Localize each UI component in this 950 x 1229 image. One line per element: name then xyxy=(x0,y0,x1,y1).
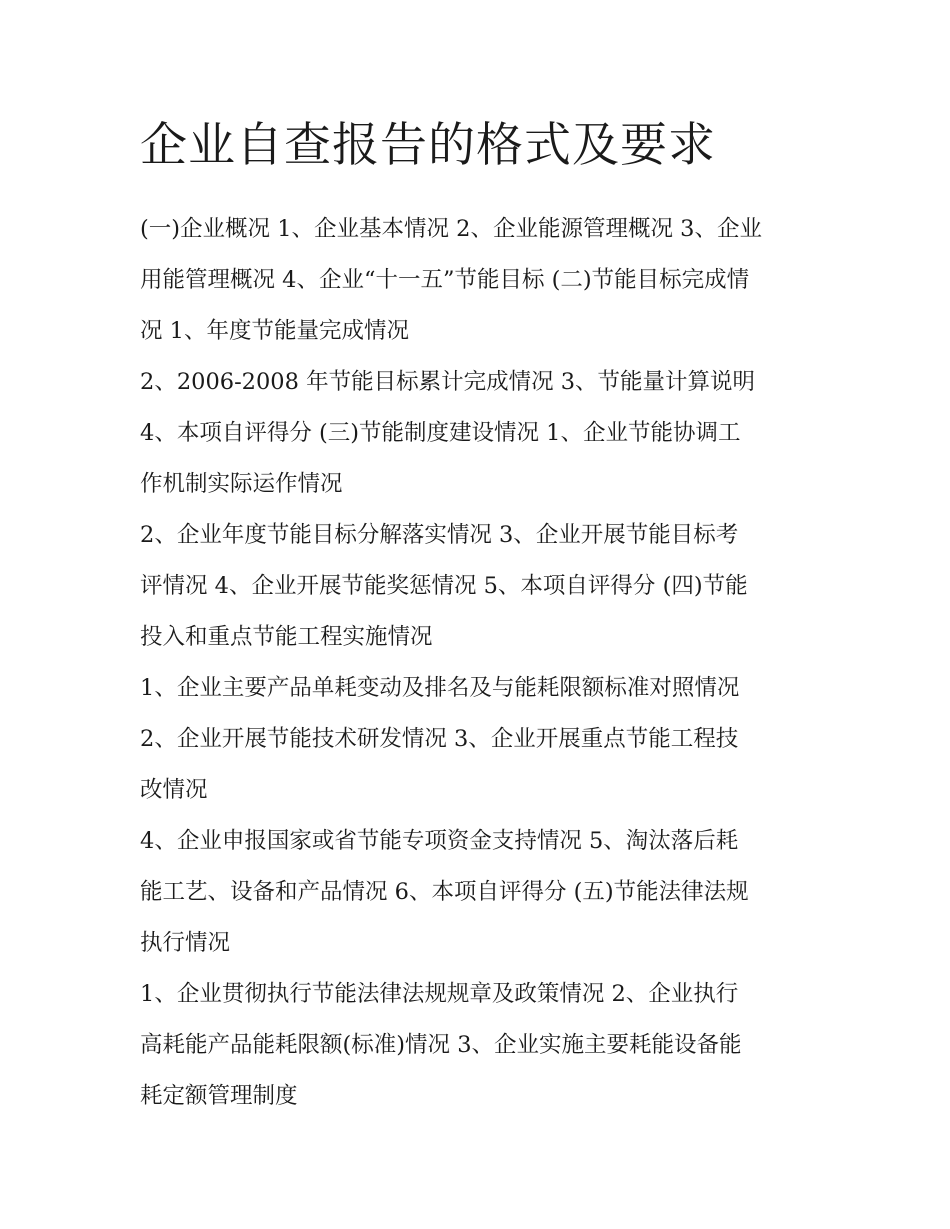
paragraph-system-construction xyxy=(140,408,820,510)
paragraph-technology-research xyxy=(140,714,820,816)
paragraph-special-funds xyxy=(140,816,820,969)
paragraph-cumulative-completion xyxy=(140,357,820,408)
text-line: 执行情况 xyxy=(140,930,231,956)
text-line: 2、企业年度节能目标分解落实情况 3、企业开展节能目标考 xyxy=(140,522,739,548)
document-title: 企业自查报告的格式及要求 xyxy=(140,118,716,173)
paragraph-target-decomposition xyxy=(140,510,820,663)
text-line: 4、本项自评得分 (三)节能制度建设情况 1、企业节能协调工 xyxy=(140,420,741,446)
text-line: 高耗能产品能耗限额(标准)情况 3、企业实施主要耗能设备能 xyxy=(140,1032,742,1058)
text-line: 改情况 xyxy=(140,777,208,803)
document-body xyxy=(140,204,820,1122)
paragraph-unit-consumption xyxy=(140,663,820,714)
paragraph-enterprise-overview xyxy=(140,204,820,357)
text-line: 评情况 4、企业开展节能奖惩情况 5、本项自评得分 (四)节能 xyxy=(140,573,748,599)
text-line: 作机制实际运作情况 xyxy=(140,471,343,497)
text-line: 能工艺、设备和产品情况 6、本项自评得分 (五)节能法律法规 xyxy=(140,879,749,905)
paragraph-laws-regulations xyxy=(140,969,820,1122)
text-line: (一)企业概况 1、企业基本情况 2、企业能源管理概况 3、企业 xyxy=(140,216,762,242)
text-line: 况 1、年度节能量完成情况 xyxy=(140,318,409,344)
text-line: 4、企业申报国家或省节能专项资金支持情况 5、淘汰落后耗 xyxy=(140,828,739,854)
text-line: 耗定额管理制度 xyxy=(140,1083,298,1109)
text-line: 2、2006-2008 年节能目标累计完成情况 3、节能量计算说明 xyxy=(140,369,756,395)
text-line: 1、企业贯彻执行节能法律法规规章及政策情况 2、企业执行 xyxy=(140,981,739,1007)
text-line: 投入和重点节能工程实施情况 xyxy=(140,624,433,650)
text-line: 用能管理概况 4、企业“十一五”节能目标 (二)节能目标完成情 xyxy=(140,267,750,293)
text-line: 2、企业开展节能技术研发情况 3、企业开展重点节能工程技 xyxy=(140,726,739,752)
text-line: 1、企业主要产品单耗变动及排名及与能耗限额标准对照情况 xyxy=(140,675,740,701)
